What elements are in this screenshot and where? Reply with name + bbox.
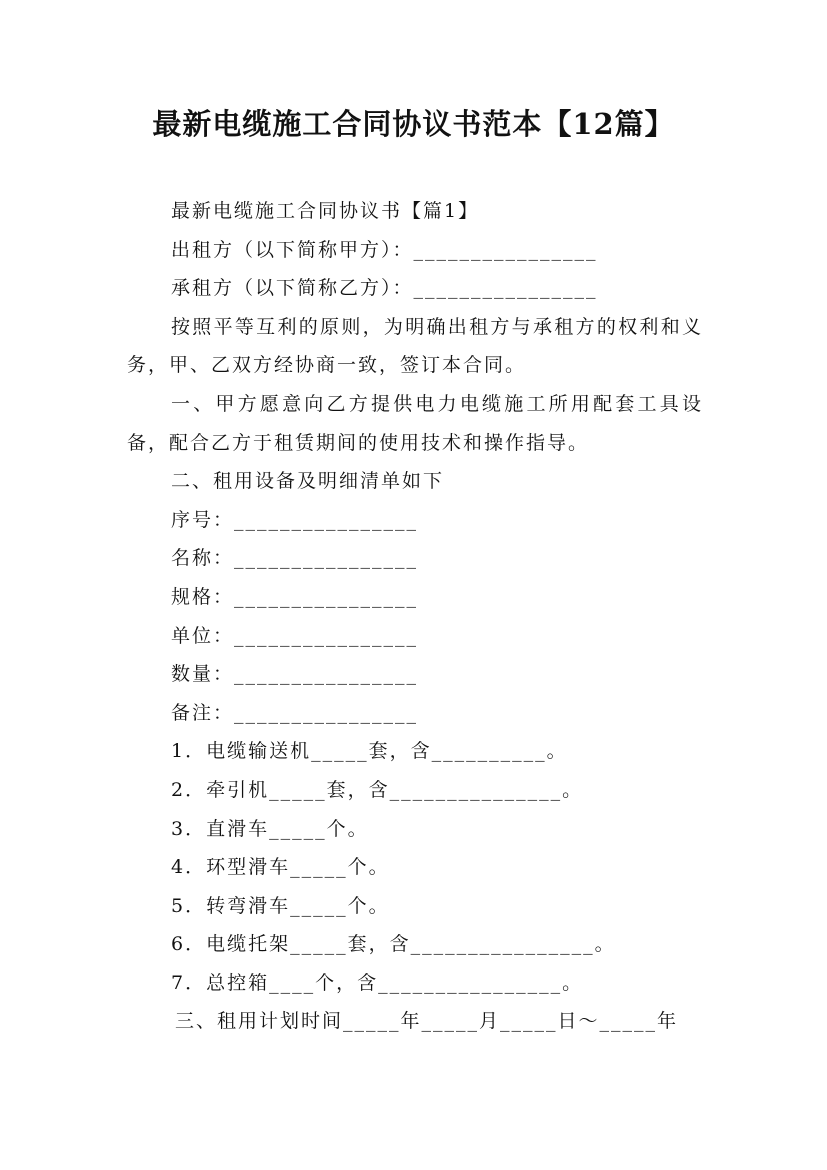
equipment-item: 7．总控箱____个，含________________。: [171, 971, 584, 994]
equipment-item: 2．牵引机_____套，含_______________。: [171, 778, 584, 801]
equipment-item: 6．电缆托架_____套，含________________。: [171, 933, 616, 956]
principle-paragraph: 按照平等互利的原则，为明确出租方与承租方的权利和义务，甲、乙双方经协商一致，签订本合同。: [127, 315, 703, 377]
field-unit: 单位：________________: [171, 624, 419, 647]
lessee-line: 承租方（以下简称乙方）：________________: [171, 277, 598, 300]
equipment-item: 3．直滑车_____个。: [171, 817, 369, 840]
section-heading: 最新电缆施工合同协议书【篇1】: [171, 200, 480, 222]
field-name: 名称：________________: [171, 547, 419, 570]
field-remarks: 备注：________________: [171, 701, 419, 724]
field-specification: 规格：________________: [171, 585, 419, 608]
lessor-line: 出租方（以下简称甲方）：________________: [171, 238, 598, 261]
clause-two-heading: 二、租用设备及明细清单如下: [171, 470, 445, 493]
equipment-item: 5．转弯滑车_____个。: [171, 894, 390, 917]
document-body: [127, 192, 703, 1041]
clause-one: 一、甲方愿意向乙方提供电力电缆施工所用配套工具设备，配合乙方于租赁期间的使用技术和操作指导。: [127, 392, 703, 454]
field-serial-number: 序号：________________: [171, 508, 419, 531]
equipment-item: 1．电缆输送机_____套，含__________。: [171, 740, 568, 763]
field-quantity: 数量：________________: [171, 663, 419, 686]
equipment-item: 4．环型滑车_____个。: [171, 856, 390, 879]
document-title: 最新电缆施工合同协议书范本【12篇】: [152, 107, 675, 141]
clause-three: 三、租用计划时间_____年_____月_____日～_____年: [175, 1010, 679, 1033]
